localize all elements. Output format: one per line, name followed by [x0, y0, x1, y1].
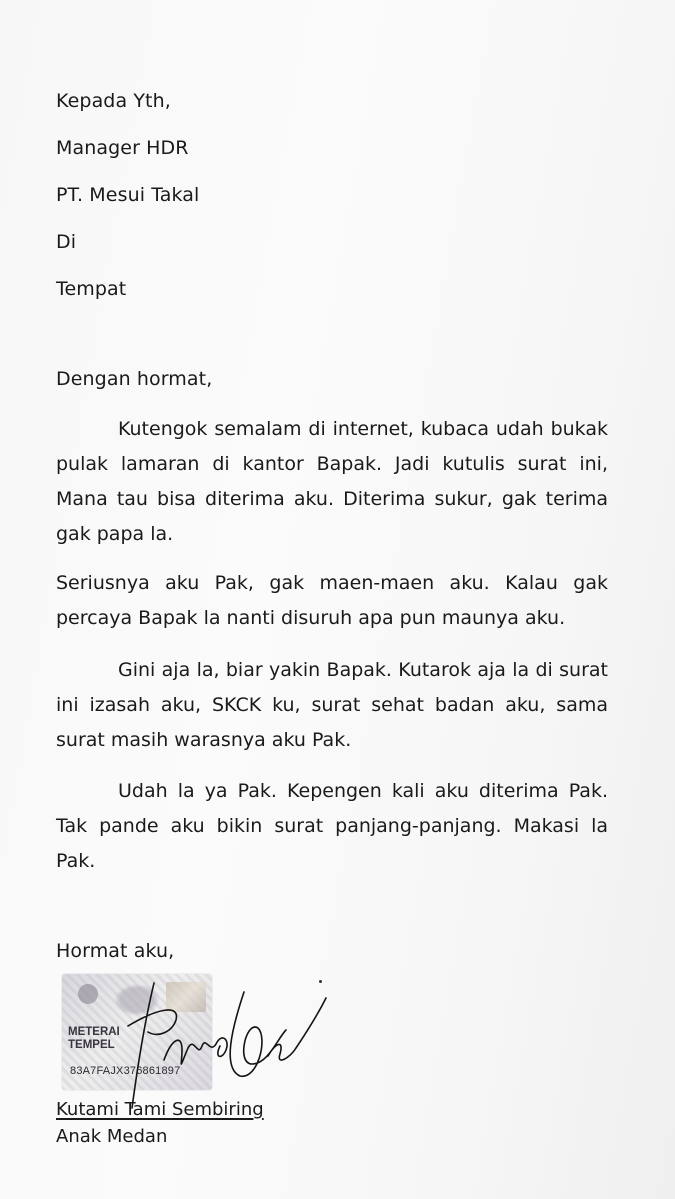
recipient-line-5: Tempat: [56, 278, 127, 300]
signer-name: Kutami Tami Sembiring: [56, 1099, 264, 1120]
handwritten-signature: [118, 968, 338, 1118]
recipient-line-1: Kepada Yth,: [56, 90, 171, 112]
paragraph-1: Kutengok semalam di internet, kubaca udah bukak pulak lamaran di kantor Bapak. Jadi kutulis surat ini, Mana tau bisa diterima aku. Diterima sukur, gak terima gak papa la.: [56, 418, 608, 545]
recipient-line-4: Di: [56, 231, 77, 253]
greeting: Dengan hormat,: [56, 368, 213, 390]
recipient-line-2: Manager HDR: [56, 137, 189, 159]
paragraph-2: Seriusnya aku Pak, gak maen-maen aku. Kalau gak percaya Bapak la nanti disuruh apa pun maunya aku.: [56, 572, 608, 629]
paragraph-4: Udah la ya Pak. Kepengen kali aku diterima Pak. Tak pande aku bikin surat panjang-panjang. Makasi la Pak.: [56, 780, 608, 872]
stamp-serial: 83A7FAJX376861897: [70, 1065, 181, 1077]
stamp-emblem-icon: [68, 980, 108, 1008]
paragraph-3: Gini aja la, biar yakin Bapak. Kutarok aja la di surat ini izasah aku, SKCK ku, surat sehat badan aku, sama surat masih warasnya aku Pak.: [56, 659, 608, 751]
stamp-title: METERAI TEMPEL: [68, 1026, 120, 1051]
recipient-line-3: PT. Mesui Takal: [56, 184, 200, 206]
closing: Hormat aku,: [56, 940, 175, 962]
ink-dot: [319, 980, 322, 983]
signer-title: Anak Medan: [56, 1126, 168, 1147]
